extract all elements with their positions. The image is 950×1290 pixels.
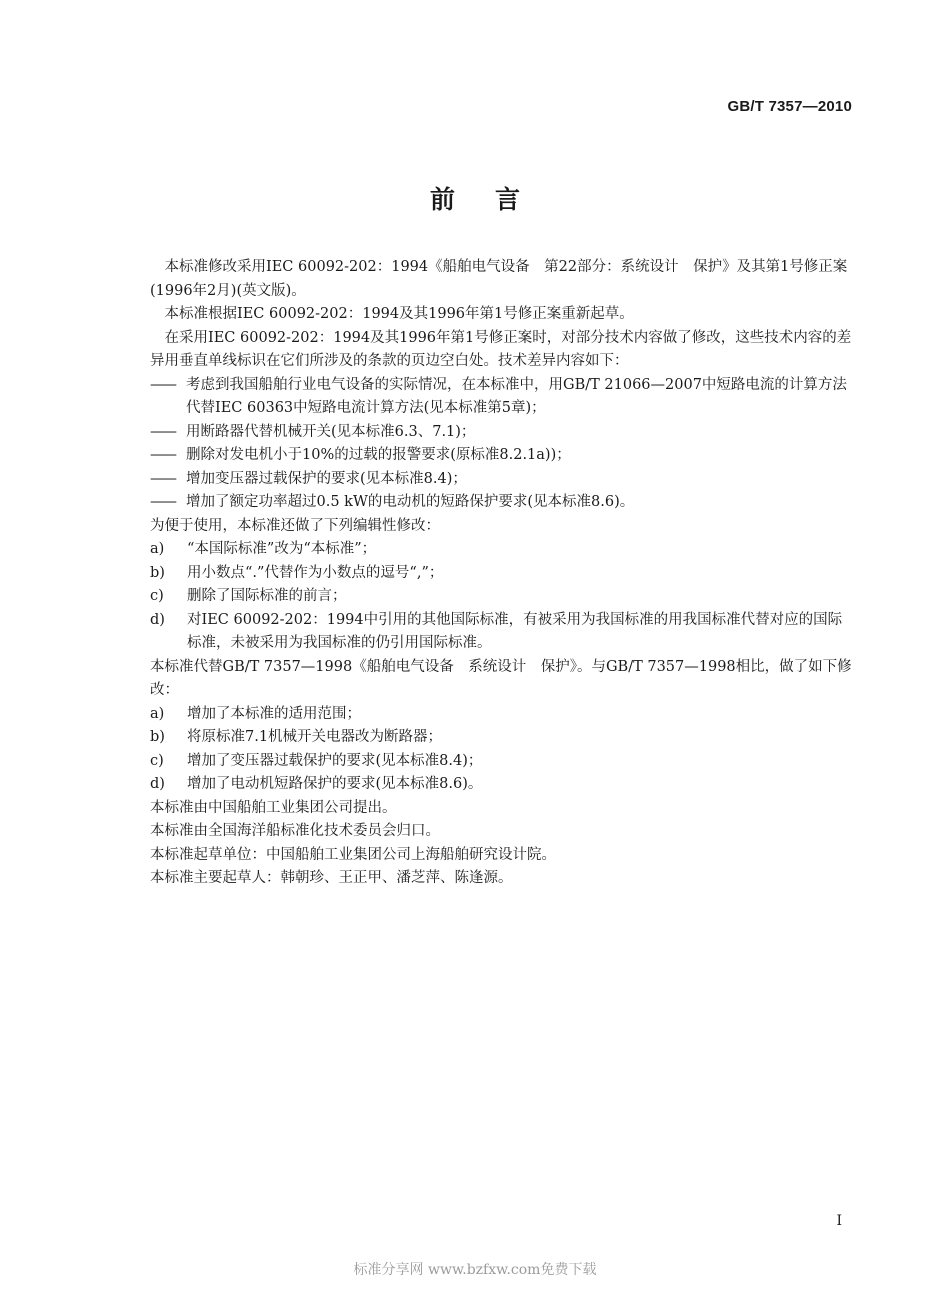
paragraph-replacement: 本标准代替GB/T 7357—1998《船舶电气设备 系统设计 保护》。与GB/T 7357—1998相比，做了如下修改： xyxy=(150,658,852,698)
item-mark: b) xyxy=(150,729,165,745)
item-text: “本国际标准”改为“本标准”； xyxy=(187,541,377,557)
dash-text: 用断路器代替机械开关(见本标准6.3、7.1)； xyxy=(186,423,476,440)
list-item xyxy=(150,444,854,468)
item-text: 增加了本标准的适用范围； xyxy=(187,705,361,722)
list-item xyxy=(150,538,854,562)
item-text: 用小数点“.”代替作为小数点的逗号“,”； xyxy=(187,564,444,581)
list-item xyxy=(150,421,854,445)
paragraph-technical-differences: 在采用IEC 60092-202：1994及其1996年第1号修正案时，对部分技术内容做了修改，这些技术内容的差异用垂直单线标识在它们所涉及的条款的页边空白处。技术差异内容如下： xyxy=(150,329,852,369)
item-mark: c) xyxy=(150,752,164,769)
list-item xyxy=(150,468,854,492)
dash-mark: —— xyxy=(150,494,175,510)
watermark-text: 标准分享网 www.bzfxw.com免费下载 xyxy=(353,1262,597,1278)
dash-text: 增加变压器过载保护的要求(见本标准8.4)； xyxy=(186,470,467,487)
paragraph-drafting-basis: 本标准根据IEC 60092-202：1994及其1996年第1号修正案重新起草。 xyxy=(164,306,634,322)
item-mark: a) xyxy=(150,705,165,722)
list-item xyxy=(150,750,854,774)
paragraph-proposer: 本标准由中国船舶工业集团公司提出。 xyxy=(150,799,397,816)
dash-mark: —— xyxy=(150,423,175,440)
preface-body xyxy=(150,256,854,891)
standard-number: GB/T 7357—2010 xyxy=(727,98,852,115)
paragraph-drafters: 本标准主要起草人：韩朝珍、王正甲、潘芝萍、陈逢源。 xyxy=(150,870,513,886)
dash-text: 删除对发电机小于10%的过载的报警要求(原标准8.2.1a))； xyxy=(186,447,571,463)
paragraph-adoption: 本标准修改采用IEC 60092-202：1994《船舶电气设备 第22部分：系统设计 保护》及其第1号修正案(1996年2月)(英文版)。 xyxy=(150,259,848,299)
list-item xyxy=(150,726,854,750)
paragraph-editorial-changes: 为便于使用，本标准还做了下列编辑性修改： xyxy=(150,517,440,534)
dash-mark: —— xyxy=(150,470,175,487)
item-text: 增加了电动机短路保护的要求(见本标准8.6)。 xyxy=(187,776,483,792)
list-item xyxy=(150,491,854,515)
item-text: 增加了变压器过载保护的要求(见本标准8.4)； xyxy=(187,752,483,769)
item-mark: b) xyxy=(150,564,165,581)
dash-text: 考虑到我国船舶行业电气设备的实际情况，在本标准中，用GB/T 21066—2007中短路电流的计算方法代替IEC 60363中短路电流计算方法(见本标准第5章)； xyxy=(186,376,847,416)
dash-mark: —— xyxy=(150,447,175,463)
paragraph-committee: 本标准由全国海洋船标准化技术委员会归口。 xyxy=(150,823,440,839)
list-item xyxy=(150,609,854,656)
item-text: 对IEC 60092-202：1994中引用的其他国际标准，有被采用为我国标准的用我国标准代替对应的国际标准，未被采用为我国标准的仍引用国际标准。 xyxy=(187,611,843,651)
item-text: 删除了国际标准的前言； xyxy=(187,588,347,604)
list-item xyxy=(150,585,854,609)
dash-mark: —— xyxy=(150,376,175,393)
page-title: 前言 xyxy=(429,185,560,214)
item-mark: c) xyxy=(150,588,164,604)
list-item xyxy=(150,773,854,797)
list-item xyxy=(150,562,854,586)
item-mark: d) xyxy=(150,776,165,792)
page-number: I xyxy=(836,1213,842,1229)
paragraph-drafting-unit: 本标准起草单位：中国船舶工业集团公司上海船舶研究设计院。 xyxy=(150,846,556,863)
dash-text: 增加了额定功率超过0.5 kW的电动机的短路保护要求(见本标准8.6)。 xyxy=(186,494,635,510)
item-mark: d) xyxy=(150,611,165,628)
list-item xyxy=(150,703,854,727)
item-mark: a) xyxy=(150,541,165,557)
list-item xyxy=(150,374,854,421)
item-text: 将原标准7.1机械开关电器改为断路器； xyxy=(187,729,443,745)
